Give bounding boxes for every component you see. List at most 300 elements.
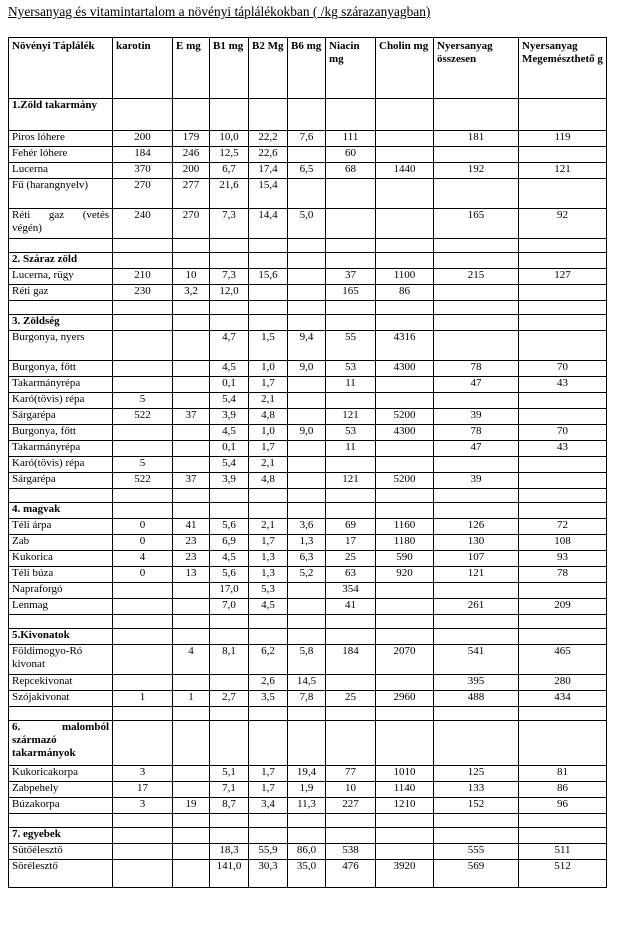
empty-cell xyxy=(173,301,210,315)
empty-cell xyxy=(519,99,607,131)
value-cell xyxy=(113,425,173,441)
value-cell: 1,7 xyxy=(249,441,288,457)
food-name-cell: Sörélesztő xyxy=(9,860,113,888)
value-cell: 1,3 xyxy=(249,567,288,583)
food-name-cell: Takarmányrépa xyxy=(9,377,113,393)
value-cell: 43 xyxy=(519,441,607,457)
spacer-row xyxy=(9,615,607,629)
value-cell: 5 xyxy=(113,457,173,473)
food-name-cell: Burgonya, nyers xyxy=(9,331,113,361)
value-cell: 127 xyxy=(519,269,607,285)
food-name-cell: Lucerna xyxy=(9,163,113,179)
empty-cell xyxy=(249,503,288,519)
value-cell xyxy=(113,583,173,599)
value-cell xyxy=(376,441,434,457)
value-cell xyxy=(376,393,434,409)
empty-cell xyxy=(288,629,326,645)
value-cell: 200 xyxy=(113,131,173,147)
value-cell xyxy=(113,361,173,377)
food-name-cell: Sárgarépa xyxy=(9,409,113,425)
empty-cell xyxy=(434,707,519,721)
value-cell: 522 xyxy=(113,473,173,489)
table-row xyxy=(9,393,607,409)
empty-cell xyxy=(173,99,210,131)
food-name-cell: Téli árpa xyxy=(9,519,113,535)
value-cell xyxy=(113,645,173,675)
table-row xyxy=(9,285,607,301)
empty-cell xyxy=(113,301,173,315)
value-cell xyxy=(519,583,607,599)
empty-cell xyxy=(326,828,376,844)
empty-cell xyxy=(519,814,607,828)
value-cell: 35,0 xyxy=(288,860,326,888)
empty-cell xyxy=(249,629,288,645)
empty-cell xyxy=(519,239,607,253)
empty-cell xyxy=(519,253,607,269)
value-cell: 434 xyxy=(519,691,607,707)
food-name-cell: Fű (harangnyelv) xyxy=(9,179,113,209)
value-cell: 184 xyxy=(326,645,376,675)
table-row xyxy=(9,645,607,675)
food-name-cell: Réti gaz xyxy=(9,285,113,301)
value-cell xyxy=(173,599,210,615)
value-cell: 81 xyxy=(519,766,607,782)
value-cell xyxy=(434,583,519,599)
value-cell: 590 xyxy=(376,551,434,567)
empty-cell xyxy=(249,707,288,721)
empty-cell xyxy=(210,828,249,844)
value-cell: 78 xyxy=(434,425,519,441)
value-cell: 227 xyxy=(326,798,376,814)
value-cell xyxy=(326,209,376,239)
value-cell xyxy=(326,675,376,691)
food-name-cell: Zabpehely xyxy=(9,782,113,798)
value-cell xyxy=(519,285,607,301)
table-row xyxy=(9,675,607,691)
food-name-cell: Burgonya, főtt xyxy=(9,425,113,441)
empty-cell xyxy=(113,707,173,721)
value-cell: 1,3 xyxy=(288,535,326,551)
value-cell: 3,9 xyxy=(210,409,249,425)
value-cell xyxy=(173,377,210,393)
empty-cell xyxy=(288,489,326,503)
section-header-row xyxy=(9,315,607,331)
table-row xyxy=(9,599,607,615)
value-cell xyxy=(376,583,434,599)
value-cell: 121 xyxy=(326,409,376,425)
table-row xyxy=(9,377,607,393)
empty-cell xyxy=(434,239,519,253)
value-cell: 1,7 xyxy=(249,377,288,393)
value-cell: 77 xyxy=(326,766,376,782)
header-cell: B1 mg xyxy=(210,38,249,99)
value-cell: 165 xyxy=(326,285,376,301)
value-cell: 9,0 xyxy=(288,361,326,377)
value-cell xyxy=(376,147,434,163)
value-cell: 230 xyxy=(113,285,173,301)
table-row xyxy=(9,782,607,798)
value-cell: 261 xyxy=(434,599,519,615)
empty-cell xyxy=(173,721,210,766)
empty-cell xyxy=(9,615,113,629)
value-cell: 141,0 xyxy=(210,860,249,888)
empty-cell xyxy=(326,239,376,253)
document-title: Nyersanyag és vitamintartalom a növényi táplálékokban ( /kg szárazanyagban) xyxy=(8,4,431,19)
value-cell xyxy=(249,285,288,301)
empty-cell xyxy=(210,503,249,519)
value-cell: 555 xyxy=(434,844,519,860)
value-cell: 22,6 xyxy=(249,147,288,163)
value-cell: 2,1 xyxy=(249,457,288,473)
value-cell xyxy=(376,377,434,393)
value-cell xyxy=(376,599,434,615)
value-cell: 55,9 xyxy=(249,844,288,860)
value-cell: 200 xyxy=(173,163,210,179)
table-row xyxy=(9,519,607,535)
value-cell: 395 xyxy=(434,675,519,691)
section-title: 7. egyebek xyxy=(9,828,113,844)
empty-cell xyxy=(326,253,376,269)
value-cell xyxy=(113,675,173,691)
empty-cell xyxy=(434,301,519,315)
value-cell xyxy=(519,473,607,489)
value-cell: 39 xyxy=(434,473,519,489)
value-cell: 53 xyxy=(326,425,376,441)
empty-cell xyxy=(519,629,607,645)
value-cell xyxy=(326,457,376,473)
spacer-row xyxy=(9,814,607,828)
empty-cell xyxy=(173,239,210,253)
value-cell xyxy=(173,457,210,473)
empty-cell xyxy=(210,489,249,503)
empty-cell xyxy=(434,99,519,131)
empty-cell xyxy=(288,721,326,766)
value-cell xyxy=(376,457,434,473)
value-cell: 569 xyxy=(434,860,519,888)
section-title: 5.Kivonatok xyxy=(9,629,113,645)
value-cell: 1 xyxy=(113,691,173,707)
value-cell: 476 xyxy=(326,860,376,888)
header-cell: Nyersanyag Megemészthető g xyxy=(519,38,607,99)
value-cell: 72 xyxy=(519,519,607,535)
table-row xyxy=(9,551,607,567)
food-name-cell: Napraforgó xyxy=(9,583,113,599)
empty-cell xyxy=(113,721,173,766)
empty-cell xyxy=(326,99,376,131)
value-cell xyxy=(376,844,434,860)
value-cell: 7,6 xyxy=(288,131,326,147)
value-cell xyxy=(288,377,326,393)
value-cell: 5,1 xyxy=(210,766,249,782)
value-cell: 541 xyxy=(434,645,519,675)
empty-cell xyxy=(326,503,376,519)
value-cell xyxy=(288,147,326,163)
value-cell: 3,2 xyxy=(173,285,210,301)
empty-cell xyxy=(9,707,113,721)
value-cell: 6,9 xyxy=(210,535,249,551)
empty-cell xyxy=(376,253,434,269)
value-cell: 277 xyxy=(173,179,210,209)
table-row xyxy=(9,361,607,377)
value-cell: 4,5 xyxy=(210,551,249,567)
value-cell xyxy=(519,393,607,409)
value-cell: 96 xyxy=(519,798,607,814)
value-cell: 15,6 xyxy=(249,269,288,285)
value-cell: 1,3 xyxy=(249,551,288,567)
value-cell: 60 xyxy=(326,147,376,163)
table-body xyxy=(9,99,607,888)
empty-cell xyxy=(210,721,249,766)
value-cell: 165 xyxy=(434,209,519,239)
food-name-cell: Takarmányrépa xyxy=(9,441,113,457)
value-cell: 7,3 xyxy=(210,209,249,239)
value-cell xyxy=(288,473,326,489)
value-cell xyxy=(288,393,326,409)
empty-cell xyxy=(376,315,434,331)
empty-cell xyxy=(173,489,210,503)
nutrient-table xyxy=(8,37,607,888)
empty-cell xyxy=(249,828,288,844)
table-row xyxy=(9,567,607,583)
food-name-cell: Sárgarépa xyxy=(9,473,113,489)
value-cell xyxy=(173,425,210,441)
value-cell: 3920 xyxy=(376,860,434,888)
section-header-row xyxy=(9,99,607,131)
value-cell: 108 xyxy=(519,535,607,551)
section-title: 3. Zöldség xyxy=(9,315,113,331)
value-cell: 1180 xyxy=(376,535,434,551)
food-name-cell: Sütőélesztő xyxy=(9,844,113,860)
value-cell: 6,2 xyxy=(249,645,288,675)
value-cell: 5,6 xyxy=(210,519,249,535)
empty-cell xyxy=(173,828,210,844)
spacer-row xyxy=(9,301,607,315)
value-cell: 209 xyxy=(519,599,607,615)
table-row xyxy=(9,163,607,179)
spacer-row xyxy=(9,707,607,721)
value-cell xyxy=(376,179,434,209)
table-row xyxy=(9,131,607,147)
value-cell: 22,2 xyxy=(249,131,288,147)
spacer-row xyxy=(9,239,607,253)
empty-cell xyxy=(173,629,210,645)
value-cell: 15,4 xyxy=(249,179,288,209)
value-cell: 7,8 xyxy=(288,691,326,707)
empty-cell xyxy=(249,301,288,315)
value-cell: 5,6 xyxy=(210,567,249,583)
value-cell: 41 xyxy=(173,519,210,535)
empty-cell xyxy=(288,707,326,721)
value-cell: 86,0 xyxy=(288,844,326,860)
empty-cell xyxy=(210,629,249,645)
value-cell: 3 xyxy=(113,798,173,814)
value-cell: 111 xyxy=(326,131,376,147)
value-cell xyxy=(434,285,519,301)
value-cell: 5,3 xyxy=(249,583,288,599)
table-row xyxy=(9,844,607,860)
value-cell xyxy=(376,209,434,239)
value-cell xyxy=(519,179,607,209)
value-cell: 2960 xyxy=(376,691,434,707)
empty-cell xyxy=(519,828,607,844)
value-cell xyxy=(288,285,326,301)
empty-cell xyxy=(249,253,288,269)
empty-cell xyxy=(326,489,376,503)
empty-cell xyxy=(113,814,173,828)
value-cell: 4 xyxy=(113,551,173,567)
value-cell xyxy=(434,147,519,163)
value-cell: 19 xyxy=(173,798,210,814)
value-cell xyxy=(210,675,249,691)
empty-cell xyxy=(434,721,519,766)
value-cell: 37 xyxy=(326,269,376,285)
section-title: 4. magvak xyxy=(9,503,113,519)
value-cell: 7,3 xyxy=(210,269,249,285)
value-cell: 1,7 xyxy=(249,535,288,551)
value-cell: 86 xyxy=(376,285,434,301)
value-cell: 5,0 xyxy=(288,209,326,239)
value-cell: 2,7 xyxy=(210,691,249,707)
value-cell: 6,7 xyxy=(210,163,249,179)
value-cell: 6,3 xyxy=(288,551,326,567)
value-cell: 2,6 xyxy=(249,675,288,691)
empty-cell xyxy=(376,814,434,828)
empty-cell xyxy=(173,615,210,629)
value-cell: 370 xyxy=(113,163,173,179)
value-cell: 121 xyxy=(326,473,376,489)
value-cell: 4,7 xyxy=(210,331,249,361)
value-cell: 10 xyxy=(173,269,210,285)
value-cell: 68 xyxy=(326,163,376,179)
empty-cell xyxy=(288,814,326,828)
value-cell xyxy=(288,179,326,209)
value-cell: 6,5 xyxy=(288,163,326,179)
food-name-cell: Lenmag xyxy=(9,599,113,615)
value-cell xyxy=(113,844,173,860)
header-cell: B2 Mg xyxy=(249,38,288,99)
empty-cell xyxy=(376,707,434,721)
empty-cell xyxy=(519,707,607,721)
empty-cell xyxy=(113,99,173,131)
value-cell: 30,3 xyxy=(249,860,288,888)
value-cell: 184 xyxy=(113,147,173,163)
empty-cell xyxy=(519,615,607,629)
empty-cell xyxy=(210,315,249,331)
value-cell: 17,0 xyxy=(210,583,249,599)
value-cell xyxy=(113,599,173,615)
value-cell: 8,1 xyxy=(210,645,249,675)
empty-cell xyxy=(113,828,173,844)
value-cell xyxy=(173,782,210,798)
value-cell: 4316 xyxy=(376,331,434,361)
value-cell: 17,4 xyxy=(249,163,288,179)
table-row xyxy=(9,691,607,707)
value-cell xyxy=(288,269,326,285)
empty-cell xyxy=(434,503,519,519)
empty-cell xyxy=(434,814,519,828)
empty-cell xyxy=(376,615,434,629)
empty-cell xyxy=(249,721,288,766)
food-name-cell: Burgonya, főtt xyxy=(9,361,113,377)
value-cell: 119 xyxy=(519,131,607,147)
value-cell: 4,5 xyxy=(210,361,249,377)
empty-cell xyxy=(249,814,288,828)
empty-cell xyxy=(173,814,210,828)
empty-cell xyxy=(113,629,173,645)
food-name-cell: Földimogyo-Ró kivonat xyxy=(9,645,113,675)
value-cell: 465 xyxy=(519,645,607,675)
empty-cell xyxy=(210,814,249,828)
value-cell: 1,5 xyxy=(249,331,288,361)
value-cell xyxy=(113,441,173,457)
value-cell: 13 xyxy=(173,567,210,583)
value-cell: 23 xyxy=(173,535,210,551)
empty-cell xyxy=(376,828,434,844)
empty-cell xyxy=(434,629,519,645)
value-cell: 270 xyxy=(113,179,173,209)
value-cell: 0 xyxy=(113,519,173,535)
value-cell: 14,4 xyxy=(249,209,288,239)
value-cell: 3 xyxy=(113,766,173,782)
value-cell: 920 xyxy=(376,567,434,583)
empty-cell xyxy=(288,99,326,131)
value-cell: 21,6 xyxy=(210,179,249,209)
value-cell: 9,0 xyxy=(288,425,326,441)
empty-cell xyxy=(376,239,434,253)
header-cell: karotin xyxy=(113,38,173,99)
empty-cell xyxy=(173,315,210,331)
value-cell: 0 xyxy=(113,567,173,583)
food-name-cell: Piros lóhere xyxy=(9,131,113,147)
section-header-row xyxy=(9,629,607,645)
value-cell xyxy=(288,599,326,615)
value-cell xyxy=(434,331,519,361)
value-cell xyxy=(519,457,607,473)
empty-cell xyxy=(210,253,249,269)
value-cell xyxy=(173,675,210,691)
value-cell: 125 xyxy=(434,766,519,782)
value-cell: 43 xyxy=(519,377,607,393)
value-cell: 92 xyxy=(519,209,607,239)
food-name-cell: Fehér lóhere xyxy=(9,147,113,163)
value-cell: 25 xyxy=(326,691,376,707)
header-cell: Niacin mg xyxy=(326,38,376,99)
value-cell: 1,0 xyxy=(249,361,288,377)
spacer-row xyxy=(9,489,607,503)
value-cell: 4 xyxy=(173,645,210,675)
value-cell: 1440 xyxy=(376,163,434,179)
empty-cell xyxy=(9,489,113,503)
value-cell: 181 xyxy=(434,131,519,147)
section-title: 2. Száraz zöld xyxy=(9,253,113,269)
empty-cell xyxy=(210,99,249,131)
empty-cell xyxy=(249,489,288,503)
value-cell: 1 xyxy=(173,691,210,707)
value-cell: 47 xyxy=(434,377,519,393)
empty-cell xyxy=(326,814,376,828)
empty-cell xyxy=(434,253,519,269)
value-cell: 3,9 xyxy=(210,473,249,489)
food-name-cell: Karó(tövis) répa xyxy=(9,457,113,473)
empty-cell xyxy=(519,315,607,331)
value-cell: 522 xyxy=(113,409,173,425)
value-cell: 10,0 xyxy=(210,131,249,147)
empty-cell xyxy=(519,503,607,519)
empty-cell xyxy=(434,315,519,331)
value-cell: 69 xyxy=(326,519,376,535)
value-cell: 130 xyxy=(434,535,519,551)
value-cell: 55 xyxy=(326,331,376,361)
